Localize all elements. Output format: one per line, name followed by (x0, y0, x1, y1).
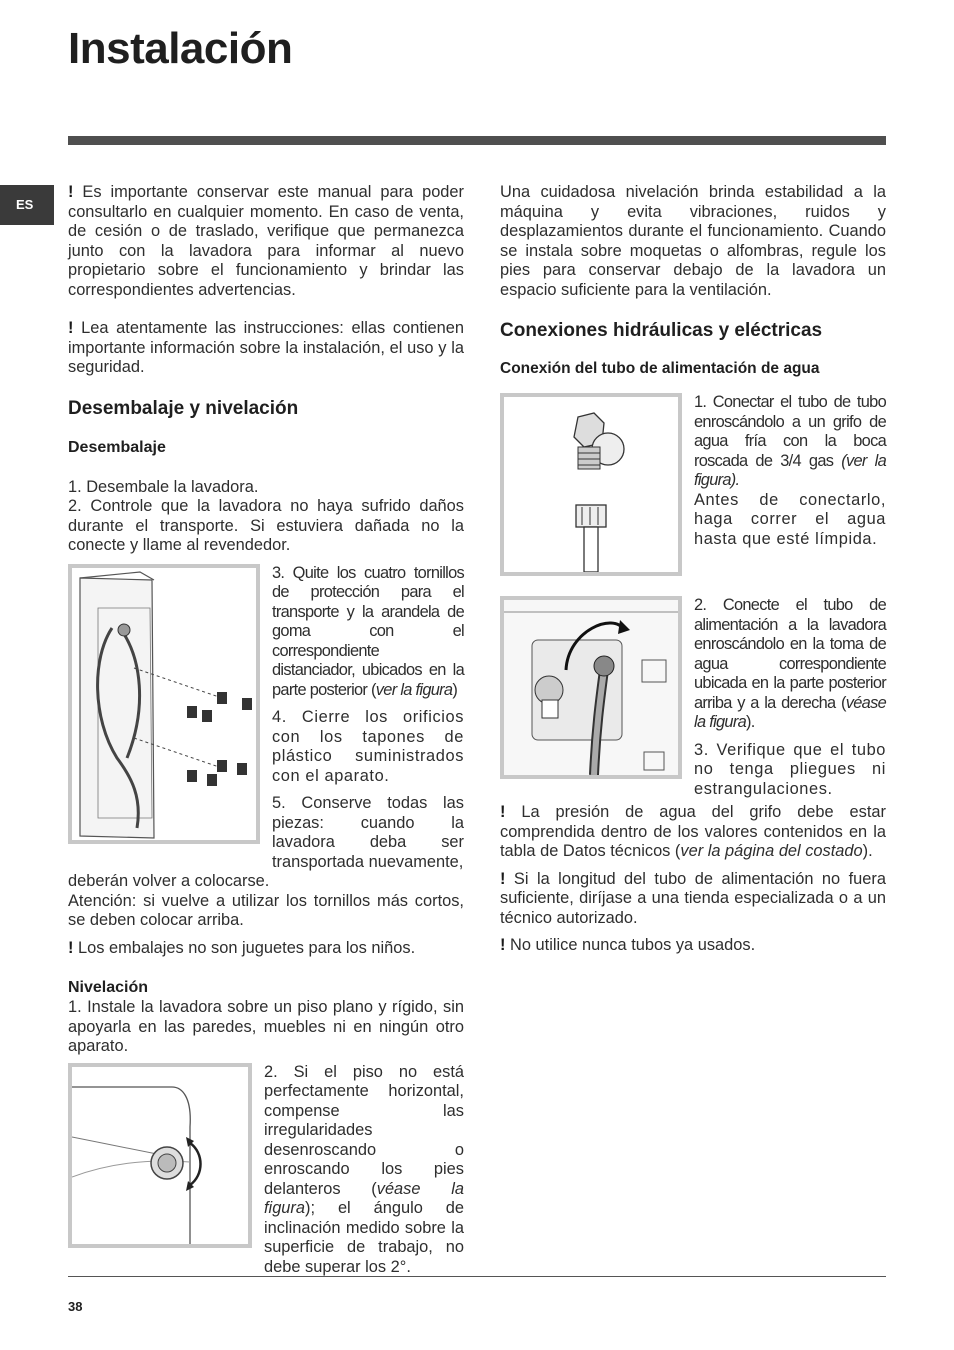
used-hose-text: No utilice nunca tubos ya usados. (505, 936, 756, 954)
figure-reference: (ver la figura). (694, 451, 887, 489)
level-step-2 (264, 1063, 464, 1278)
level-figure-row (68, 1063, 464, 1278)
leveling-info: Una cuidadosa nivelación brinda estabilidad a la máquina y evita vibraciones, ruidos y desplazamientos durante el funcionamiento. Cuando se instala sobre moquetas o alfombras, regule los pies para conservar debajo de la lavadora un espacio suficiente para la ventilación. (500, 183, 886, 299)
hose-step-1 (694, 393, 886, 491)
unpack-step-3 (272, 564, 464, 701)
foot-adjust-illustration (72, 1067, 248, 1244)
warning-mark: ! (68, 183, 74, 201)
pressure-text: La presión de agua del grifo debe estar comprendida dentro de los valores contenidos en la tabla de Datos técnicos ( (500, 803, 886, 860)
warning-mark: ! (68, 319, 74, 337)
level-step-1: 1. Instale la lavadora sobre un piso plano y rígido, sin apoyarla en las paredes, muebles ni en ningún otro aparato. (68, 998, 464, 1055)
unpack-figure-row (68, 564, 464, 873)
tap-figure-row (500, 393, 886, 576)
used-hose-warning (500, 936, 886, 956)
inlet-figure-text (694, 596, 886, 799)
attention-note: Atención: si vuelve a utilizar los tornillos más cortos, se deben colocar arriba. (68, 891, 464, 929)
packaging-warning (68, 939, 464, 959)
hose-step-2 (694, 596, 886, 733)
inlet-figure-row (500, 596, 886, 799)
page-number: 38 (68, 1299, 83, 1314)
heading-connections: Conexiones hidráulicas y eléctricas (500, 320, 823, 341)
heading-leveling: Nivelación (68, 979, 149, 996)
right-column (500, 183, 886, 956)
footer-rule (68, 1276, 886, 1277)
page-title: Instalación (68, 24, 293, 73)
unpack-figure-text (272, 564, 464, 873)
packaging-warning-text: Los embalajes no son juguetes para los niños. (73, 938, 416, 957)
unpack-step-5: 5. Conserve todas las piezas: cuando la lavadora deba ser transportada nuevamente, (272, 794, 464, 871)
page-reference: ver la página del costado (680, 842, 863, 860)
hose-step-2-text: 2. Conecte el tubo de alimentación a la lavadora enroscándolo en la toma de agua correspondiente ubicada en la parte posterior arriba y a la derecha ( (694, 596, 886, 712)
unpack-step-5-cont: deberán volver a colocarse. (68, 872, 270, 890)
unpack-step-2: 2. Controle que la lavadora no haya sufrido daños durante el transporte. Si estuviera dañada no la conecte y llame al revendedor. (68, 497, 464, 554)
unpack-step-4: 4. Cierre los orificios con los tapones de plástico suministrados con el aparato. (272, 708, 464, 785)
tap-hose-illustration (504, 397, 678, 572)
inlet-connection-figure (500, 596, 682, 779)
left-column (68, 183, 464, 1277)
leveling-foot-figure (68, 1063, 252, 1248)
warning-mark: ! (500, 936, 506, 954)
language-tab: ES (0, 185, 54, 225)
warning-mark: ! (500, 869, 506, 888)
figure-reference: ver la figura (375, 680, 453, 699)
level-step-2-text: 2. Si el piso no está perfectamente horizontal, compense las irregularidades desenroscando o enroscando los pies delanteros ( (264, 1062, 464, 1198)
hose-length-text: Si la longitud del tubo de alimentación no fuera suficiente, diríjase a una tienda especializada o a un técnico autorizado. (500, 869, 886, 927)
pressure-text-end: ). (862, 842, 873, 860)
hose-step-1-b: Antes de conectarlo, haga correr el agua hasta que esté límpida. (694, 490, 886, 548)
hose-step-1-text: 1. Conectar el tubo de tubo enroscándolo a un grifo de agua fría con la boca roscada de 3/4 gas (694, 393, 886, 470)
unpack-step-3-end: ) (452, 680, 458, 699)
title-rule (68, 136, 886, 145)
unpack-step-3-text: 3. Quite los cuatro tornillos de protección para el transporte y la arandela de goma con el correspondiente distanciador, ubicados en la parte posterior ( (272, 563, 464, 699)
hose-step-3: 3. Verifique que el tubo no tenga pliegues ni estrangulaciones. (694, 740, 886, 798)
heading-water-hose: Conexión del tubo de alimentación de agua (500, 360, 820, 377)
intro-paragraph-2 (68, 319, 464, 378)
intro-text-1: Es importante conservar este manual para poder consultarlo en cualquier momento. En caso de venta, de cesión o de traslado, verifique que permanezca junto con la lavadora para informar al nuevo propietario sobre el funcionamiento y brindar las correspondientes advertencias. (68, 183, 464, 299)
unpack-step-1: 1. Desembale la lavadora. (68, 477, 259, 496)
figure-reference: véase la figura (694, 693, 886, 731)
tap-figure-text (694, 393, 886, 549)
pressure-warning (500, 803, 886, 862)
hose-step-2-end: ). (746, 713, 755, 731)
tap-connection-figure (500, 393, 682, 576)
heading-unpack-level: Desembalaje y nivelación (68, 397, 299, 419)
figure-reference: véase la figura (264, 1179, 464, 1217)
washer-back-illustration (72, 568, 256, 840)
level-step-2-end: ); el ángulo de inclinación medido sobre la superficie de trabajo, no debe superar los 2°. (264, 1199, 464, 1276)
washer-inlet-illustration (504, 600, 678, 775)
intro-paragraph-1 (68, 183, 464, 300)
intro-text-2: Lea atentamente las instrucciones: ellas contienen importante información sobre la instalación, el uso y la seguridad. (68, 319, 464, 376)
warning-mark: ! (68, 938, 74, 957)
heading-unpack: Desembalaje (68, 438, 166, 456)
warning-mark: ! (500, 803, 506, 821)
level-figure-text (264, 1063, 464, 1278)
transport-screws-figure (68, 564, 260, 844)
hose-length-warning (500, 870, 886, 929)
